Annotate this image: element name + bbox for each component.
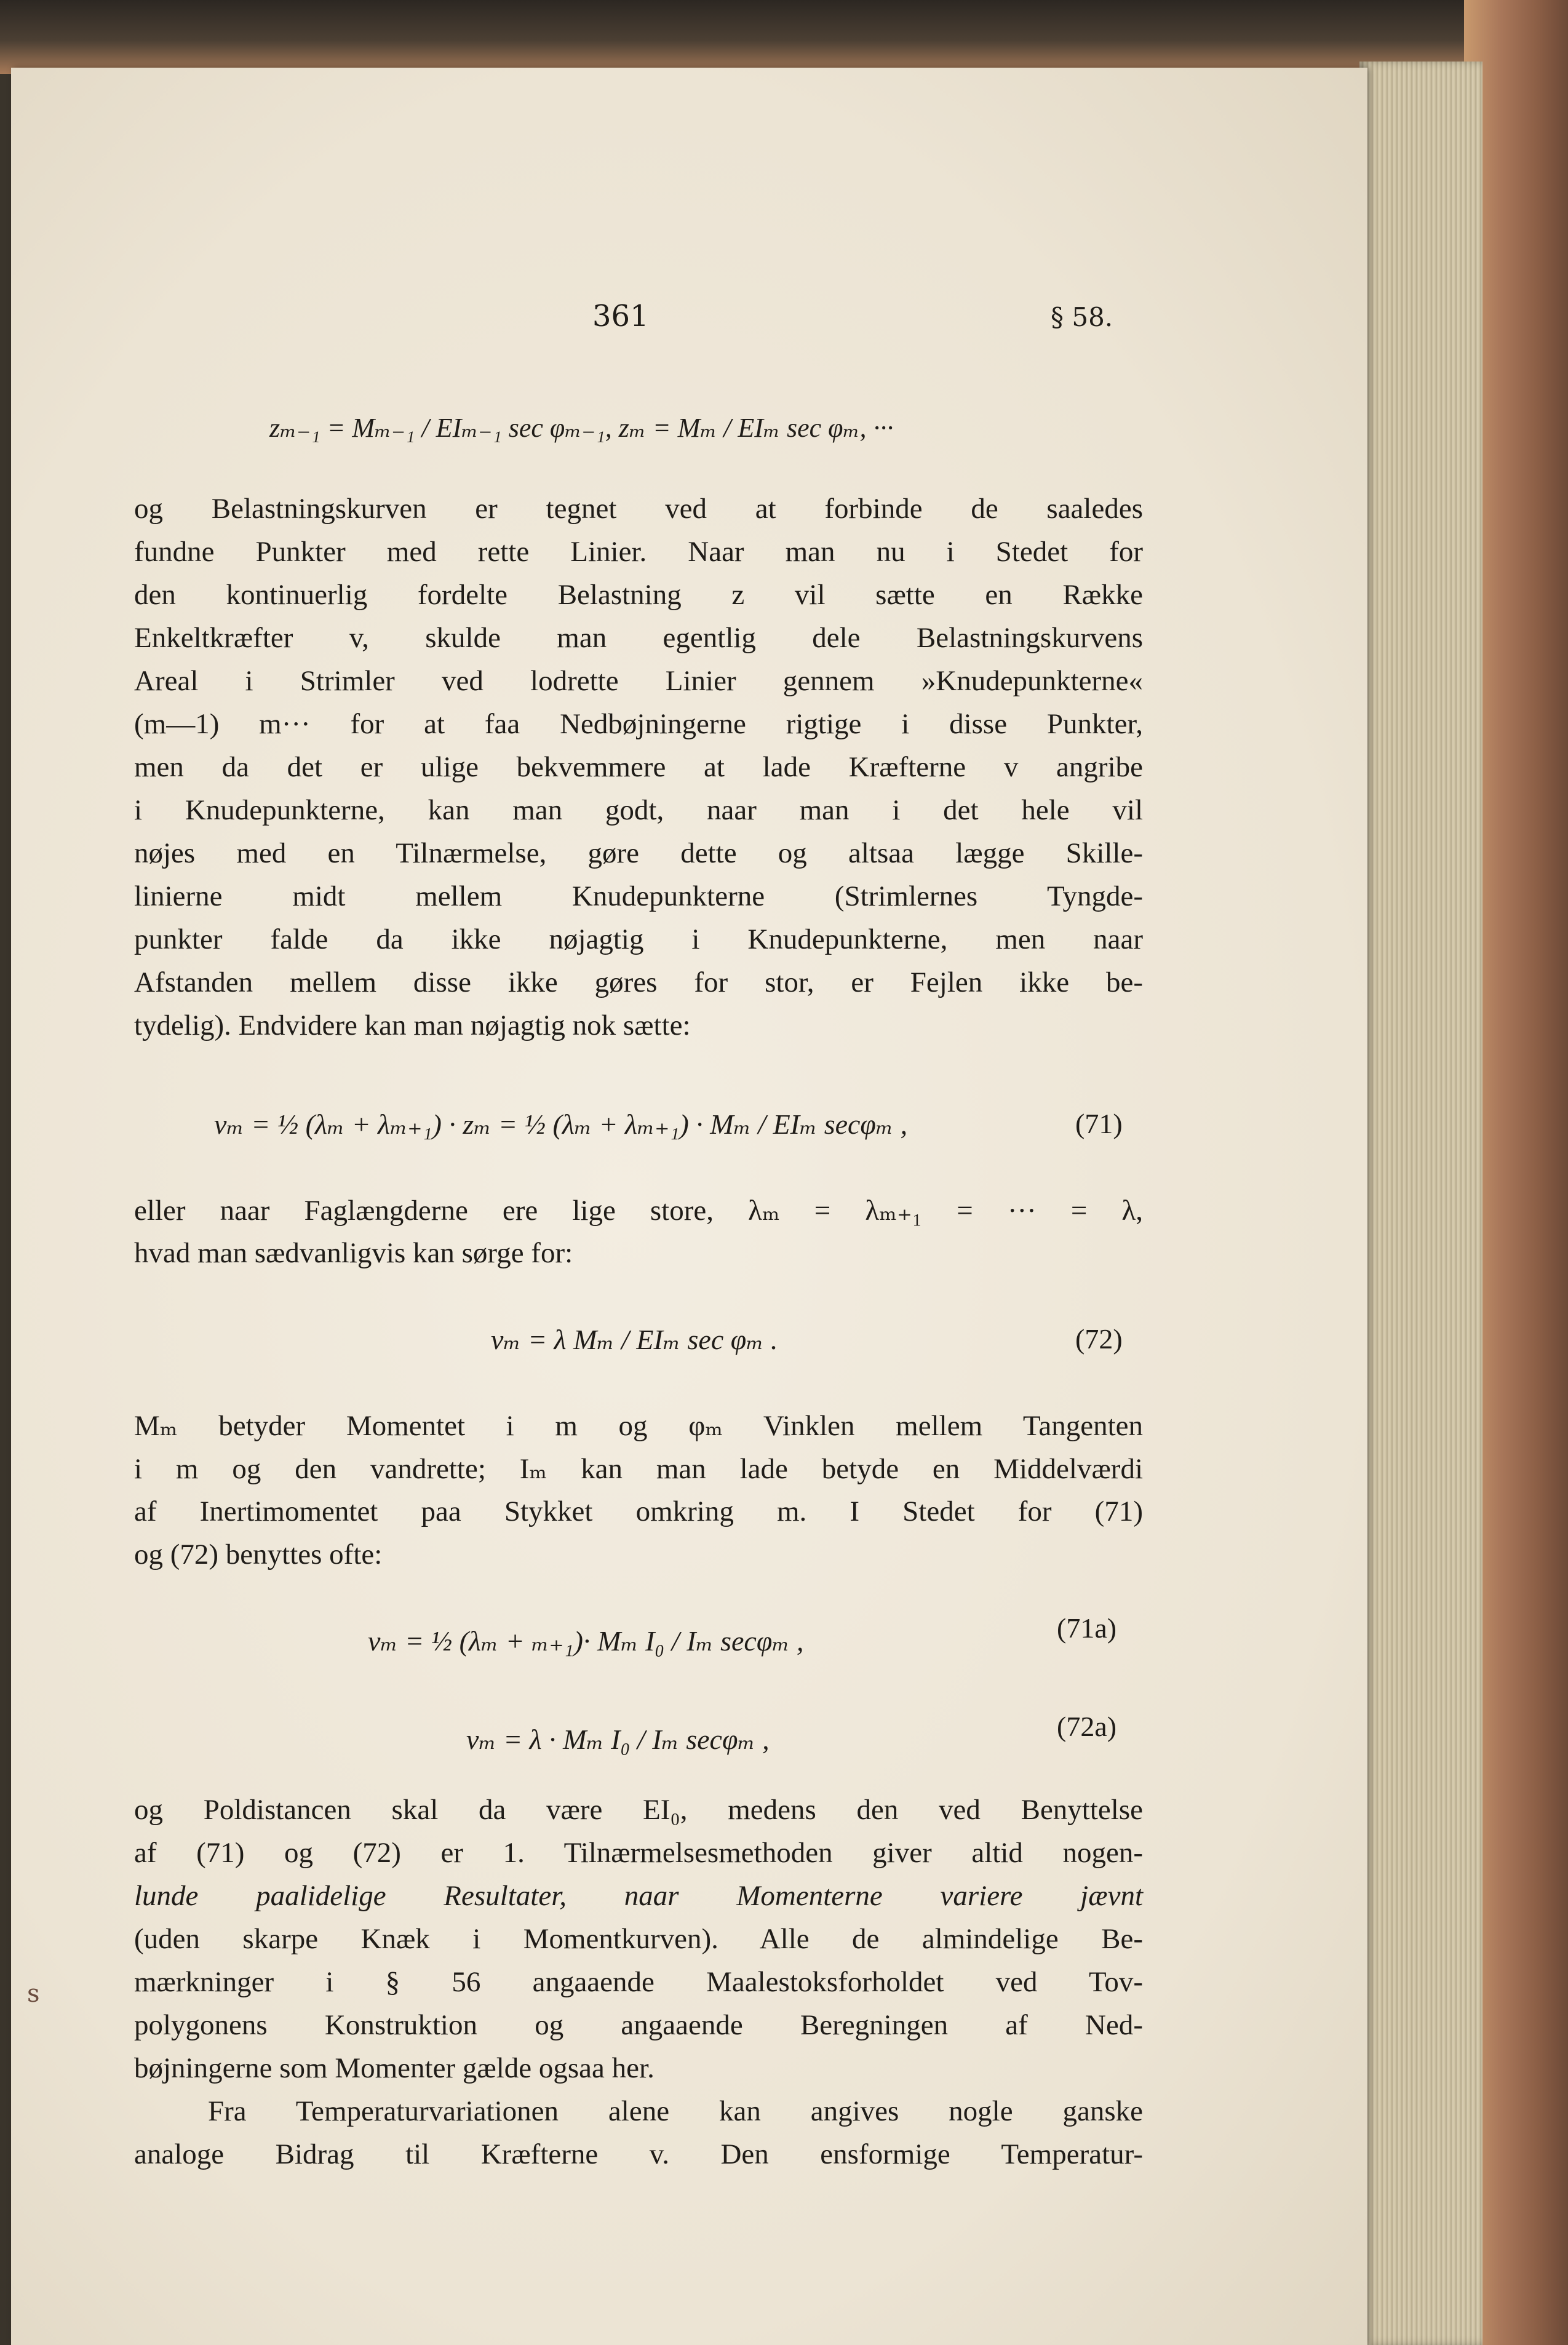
text-line: analoge Bidrag til Kræfterne v. Den ensformige Temperatur- xyxy=(134,2138,1143,2170)
text-line: fundne Punkter med rette Linier. Naar man nu i Stedet for xyxy=(134,536,1143,568)
text-line: bøjningerne som Momenter gælde ogsaa her. xyxy=(134,2052,655,2084)
text-line: af Inertimomentet paa Stykket omkring m. I Stedet for (71) xyxy=(134,1495,1143,1527)
page-edges xyxy=(1359,62,1482,2345)
equation-number-72a: (72a) xyxy=(1057,1711,1117,1742)
section-number: § 58. xyxy=(1051,302,1113,332)
book-page xyxy=(11,68,1367,2345)
equation-number-72: (72) xyxy=(1075,1323,1123,1355)
text-line: og Poldistancen skal da være EI₀, medens den ved Benyttelse xyxy=(134,1794,1143,1826)
equation-number-71: (71) xyxy=(1075,1108,1123,1139)
text-line: hvad man sædvanligvis kan sørge for: xyxy=(134,1237,573,1269)
page-number: 361 xyxy=(592,299,649,333)
equation-71a: vₘ = ½ (λₘ + ₘ₊₁)· Mₘ I₀ / Iₘ secφₘ , xyxy=(368,1625,804,1657)
equation-z: zₘ₋₁ = Mₘ₋₁ / EIₘ₋₁ sec φₘ₋₁, zₘ = Mₘ / EIₘ sec φₘ, ··· xyxy=(269,413,894,443)
book-cover-top xyxy=(0,0,1568,74)
text-line: og (72) benyttes ofte: xyxy=(134,1539,383,1571)
text-line: punkter falde da ikke nøjagtig i Knudepunkterne, men naar xyxy=(134,923,1143,955)
equation-72: vₘ = λ Mₘ / EIₘ sec φₘ . xyxy=(491,1324,778,1355)
text-line: af (71) og (72) er 1. Tilnærmelsesmethoden giver altid nogen- xyxy=(134,1837,1143,1869)
margin-pencil-mark: s xyxy=(27,1980,40,2008)
equation-71: vₘ = ½ (λₘ + λₘ₊₁) · zₘ = ½ (λₘ + λₘ₊₁) · Mₘ / EIₘ secφₘ , xyxy=(214,1109,908,1140)
text-line: og Belastningskurven er tegnet ved at forbinde de saaledes xyxy=(134,493,1143,525)
text-line: linierne midt mellem Knudepunkterne (Strimlernes Tyngde- xyxy=(134,880,1143,912)
text-line: Afstanden mellem disse ikke gøres for stor, er Fejlen ikke be- xyxy=(134,966,1143,998)
text-line: eller naar Faglængderne ere lige store, λₘ = λₘ₊₁ = ··· = λ, xyxy=(134,1195,1143,1227)
text-line: (uden skarpe Knæk i Momentkurven). Alle de almindelige Be- xyxy=(134,1923,1143,1955)
text-line: den kontinuerlig fordelte Belastning z vil sætte en Række xyxy=(134,579,1143,611)
text-line: nøjes med en Tilnærmelse, gøre dette og altsaa lægge Skille- xyxy=(134,837,1143,869)
text-line: men da det er ulige bekvemmere at lade Kræfterne v angribe xyxy=(134,751,1143,783)
text-line: lunde paalidelige Resultater, naar Momenterne variere jævnt xyxy=(134,1880,1143,1912)
text-line: mærkninger i § 56 angaaende Maalestoksforholdet ved Tov- xyxy=(134,1966,1143,1998)
text-line: Mₘ betyder Momentet i m og φₘ Vinklen mellem Tangenten xyxy=(134,1410,1143,1442)
text-line: Areal i Strimler ved lodrette Linier gennem »Knudepunkterne« xyxy=(134,665,1143,697)
text-line: Fra Temperaturvariationen alene kan angives nogle ganske xyxy=(208,2095,1143,2127)
equation-number-71a: (71a) xyxy=(1057,1612,1117,1644)
text-line: polygonens Konstruktion og angaaende Beregningen af Ned- xyxy=(134,2009,1143,2041)
text-line: i Knudepunkterne, kan man godt, naar man i det hele vil xyxy=(134,794,1143,826)
text-line: Enkeltkræfter v, skulde man egentlig dele Belastningskurvens xyxy=(134,622,1143,654)
text-line: i m og den vandrette; Iₘ kan man lade betyde en Middelværdi xyxy=(134,1453,1143,1485)
text-line: (m—1) m··· for at faa Nedbøjningerne rigtige i disse Punkter, xyxy=(134,708,1143,740)
equation-72a: vₘ = λ · Mₘ I₀ / Iₘ secφₘ , xyxy=(466,1724,770,1755)
text-line: tydelig). Endvidere kan man nøjagtig nok sætte: xyxy=(134,1009,691,1041)
